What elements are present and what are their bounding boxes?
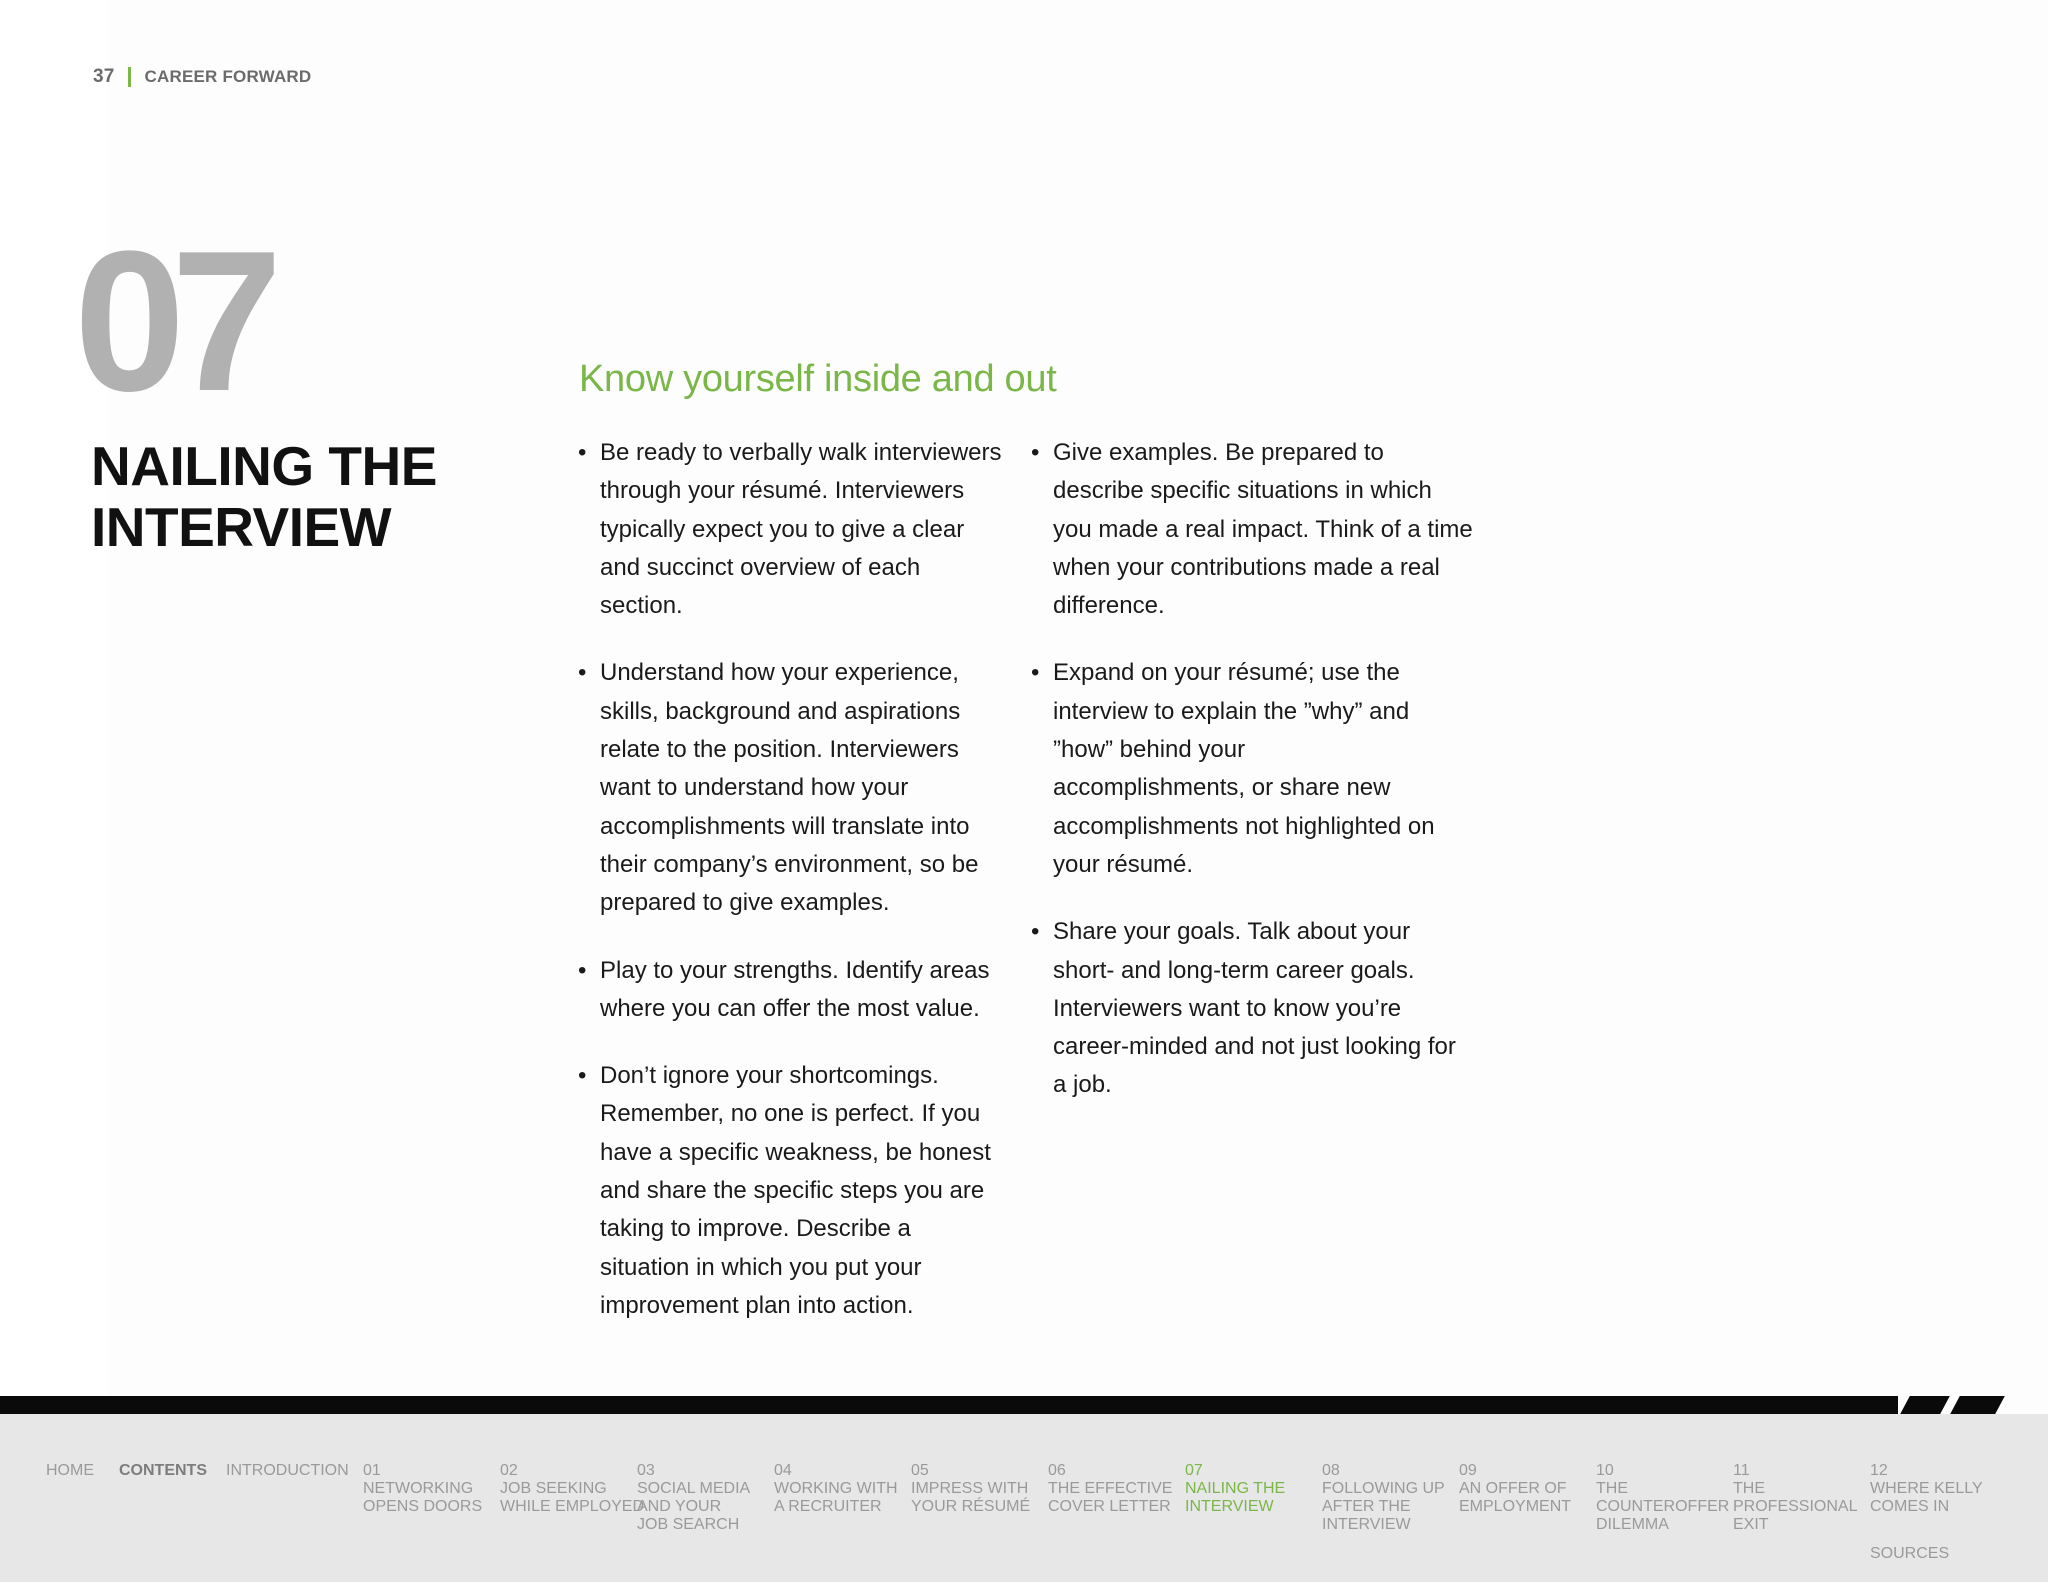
divider-slash-1 xyxy=(1900,1396,1950,1414)
list-item xyxy=(578,952,1020,1029)
list-item-text: Understand how your experience, skills, background and aspirations relate to the position. Interviewers want to understand how your accomplishments will translate into their company’s environment, so be prepared to give examples. xyxy=(600,659,979,917)
nav-home[interactable]: HOME xyxy=(46,1462,94,1479)
nav-chapter-04[interactable]: 04 WORKING WITH A RECRUITER xyxy=(774,1462,898,1515)
list-item xyxy=(578,434,1005,625)
nav-introduction[interactable]: INTRODUCTION xyxy=(226,1462,349,1479)
nav-chapter-08[interactable]: 08 FOLLOWING UP AFTER THE INTERVIEW xyxy=(1322,1462,1445,1533)
list-item-text: Play to your strengths. Identify areas where you can offer the most value. xyxy=(600,956,990,1022)
publication-title: CAREER FORWARD xyxy=(144,67,312,86)
nav-chapter-07-active[interactable]: 07 NAILING THE INTERVIEW xyxy=(1185,1462,1286,1515)
nav-chapter-09[interactable]: 09 AN OFFER OF EMPLOYMENT xyxy=(1459,1462,1572,1515)
nav-chapter-03[interactable]: 03 SOCIAL MEDIA AND YOUR JOB SEARCH xyxy=(637,1462,751,1533)
nav-sources[interactable]: SOURCES xyxy=(1870,1545,1950,1562)
list-item xyxy=(1031,913,1473,1104)
list-item-text: Expand on your résumé; use the interview to explain the ”why” and ”how” behind your accomplishments, or share new accomplishments not highlighted on your résumé. xyxy=(1053,659,1435,878)
nav-contents[interactable]: CONTENTS xyxy=(119,1462,207,1479)
nav-chapter-01[interactable]: 01 NETWORKING OPENS DOORS xyxy=(363,1462,483,1515)
list-item-text: Don’t ignore your shortcomings. Remember, no one is perfect. If you have a specific weakness, be honest and share the specific steps you are taking to improve. Describe a situation in which you put your improvement plan into action. xyxy=(600,1062,991,1319)
nav-chapter-10[interactable]: 10 THE COUNTEROFFER DILEMMA xyxy=(1596,1462,1730,1533)
nav-chapter-05[interactable]: 05 IMPRESS WITH YOUR RÉSUMÉ xyxy=(911,1462,1031,1515)
chapter-number: 07 xyxy=(74,210,269,433)
bullet-dot: • xyxy=(1031,659,1040,687)
nav-chapter-12[interactable]: 12 WHERE KELLY COMES IN xyxy=(1870,1462,1983,1515)
chapter-title-line-1: NAILING THE xyxy=(91,435,437,497)
section-heading: Know yourself inside and out xyxy=(579,358,1057,400)
bullet-dot: • xyxy=(1031,918,1040,946)
list-item xyxy=(1031,654,1443,884)
nav-chapter-11[interactable]: 11 THE PROFESSIONAL EXIT xyxy=(1733,1462,1858,1533)
bullet-dot: • xyxy=(578,439,587,466)
chapter-title xyxy=(91,436,437,558)
nav-chapter-06[interactable]: 06 THE EFFECTIVE COVER LETTER xyxy=(1048,1462,1173,1515)
page-number: 37 xyxy=(93,66,115,87)
divider-slash-2 xyxy=(1950,1396,2005,1414)
bullet-dot: • xyxy=(578,1062,587,1090)
right-column xyxy=(1031,434,1471,1134)
bullet-dot: • xyxy=(1031,439,1040,466)
list-item-text: Share your goals. Talk about your short- and long-term career goals. Interviewers want to know you’re career-minded and not just looking for a job. xyxy=(1053,918,1456,1099)
bullet-dot: • xyxy=(578,956,587,984)
list-item-text: Give examples. Be prepared to describe specific situations in which you made a real impact. Think of a time when your contributions made a real difference. xyxy=(1053,439,1473,620)
left-column xyxy=(578,434,1018,1354)
list-item xyxy=(578,1057,1005,1325)
list-item-text: Be ready to verbally walk interviewers through your résumé. Interviewers typically expect you to give a clear and succinct overview of each section. xyxy=(600,439,1002,620)
chapter-title-line-2: INTERVIEW xyxy=(91,496,392,558)
header-separator xyxy=(128,67,131,87)
bullet-dot: • xyxy=(578,659,587,687)
nav-chapter-02[interactable]: 02 JOB SEEKING WHILE EMPLOYED xyxy=(500,1462,645,1515)
list-item xyxy=(578,654,1000,922)
page-header xyxy=(93,66,311,88)
footer-divider-bar xyxy=(0,1396,1898,1414)
list-item xyxy=(1031,434,1473,625)
